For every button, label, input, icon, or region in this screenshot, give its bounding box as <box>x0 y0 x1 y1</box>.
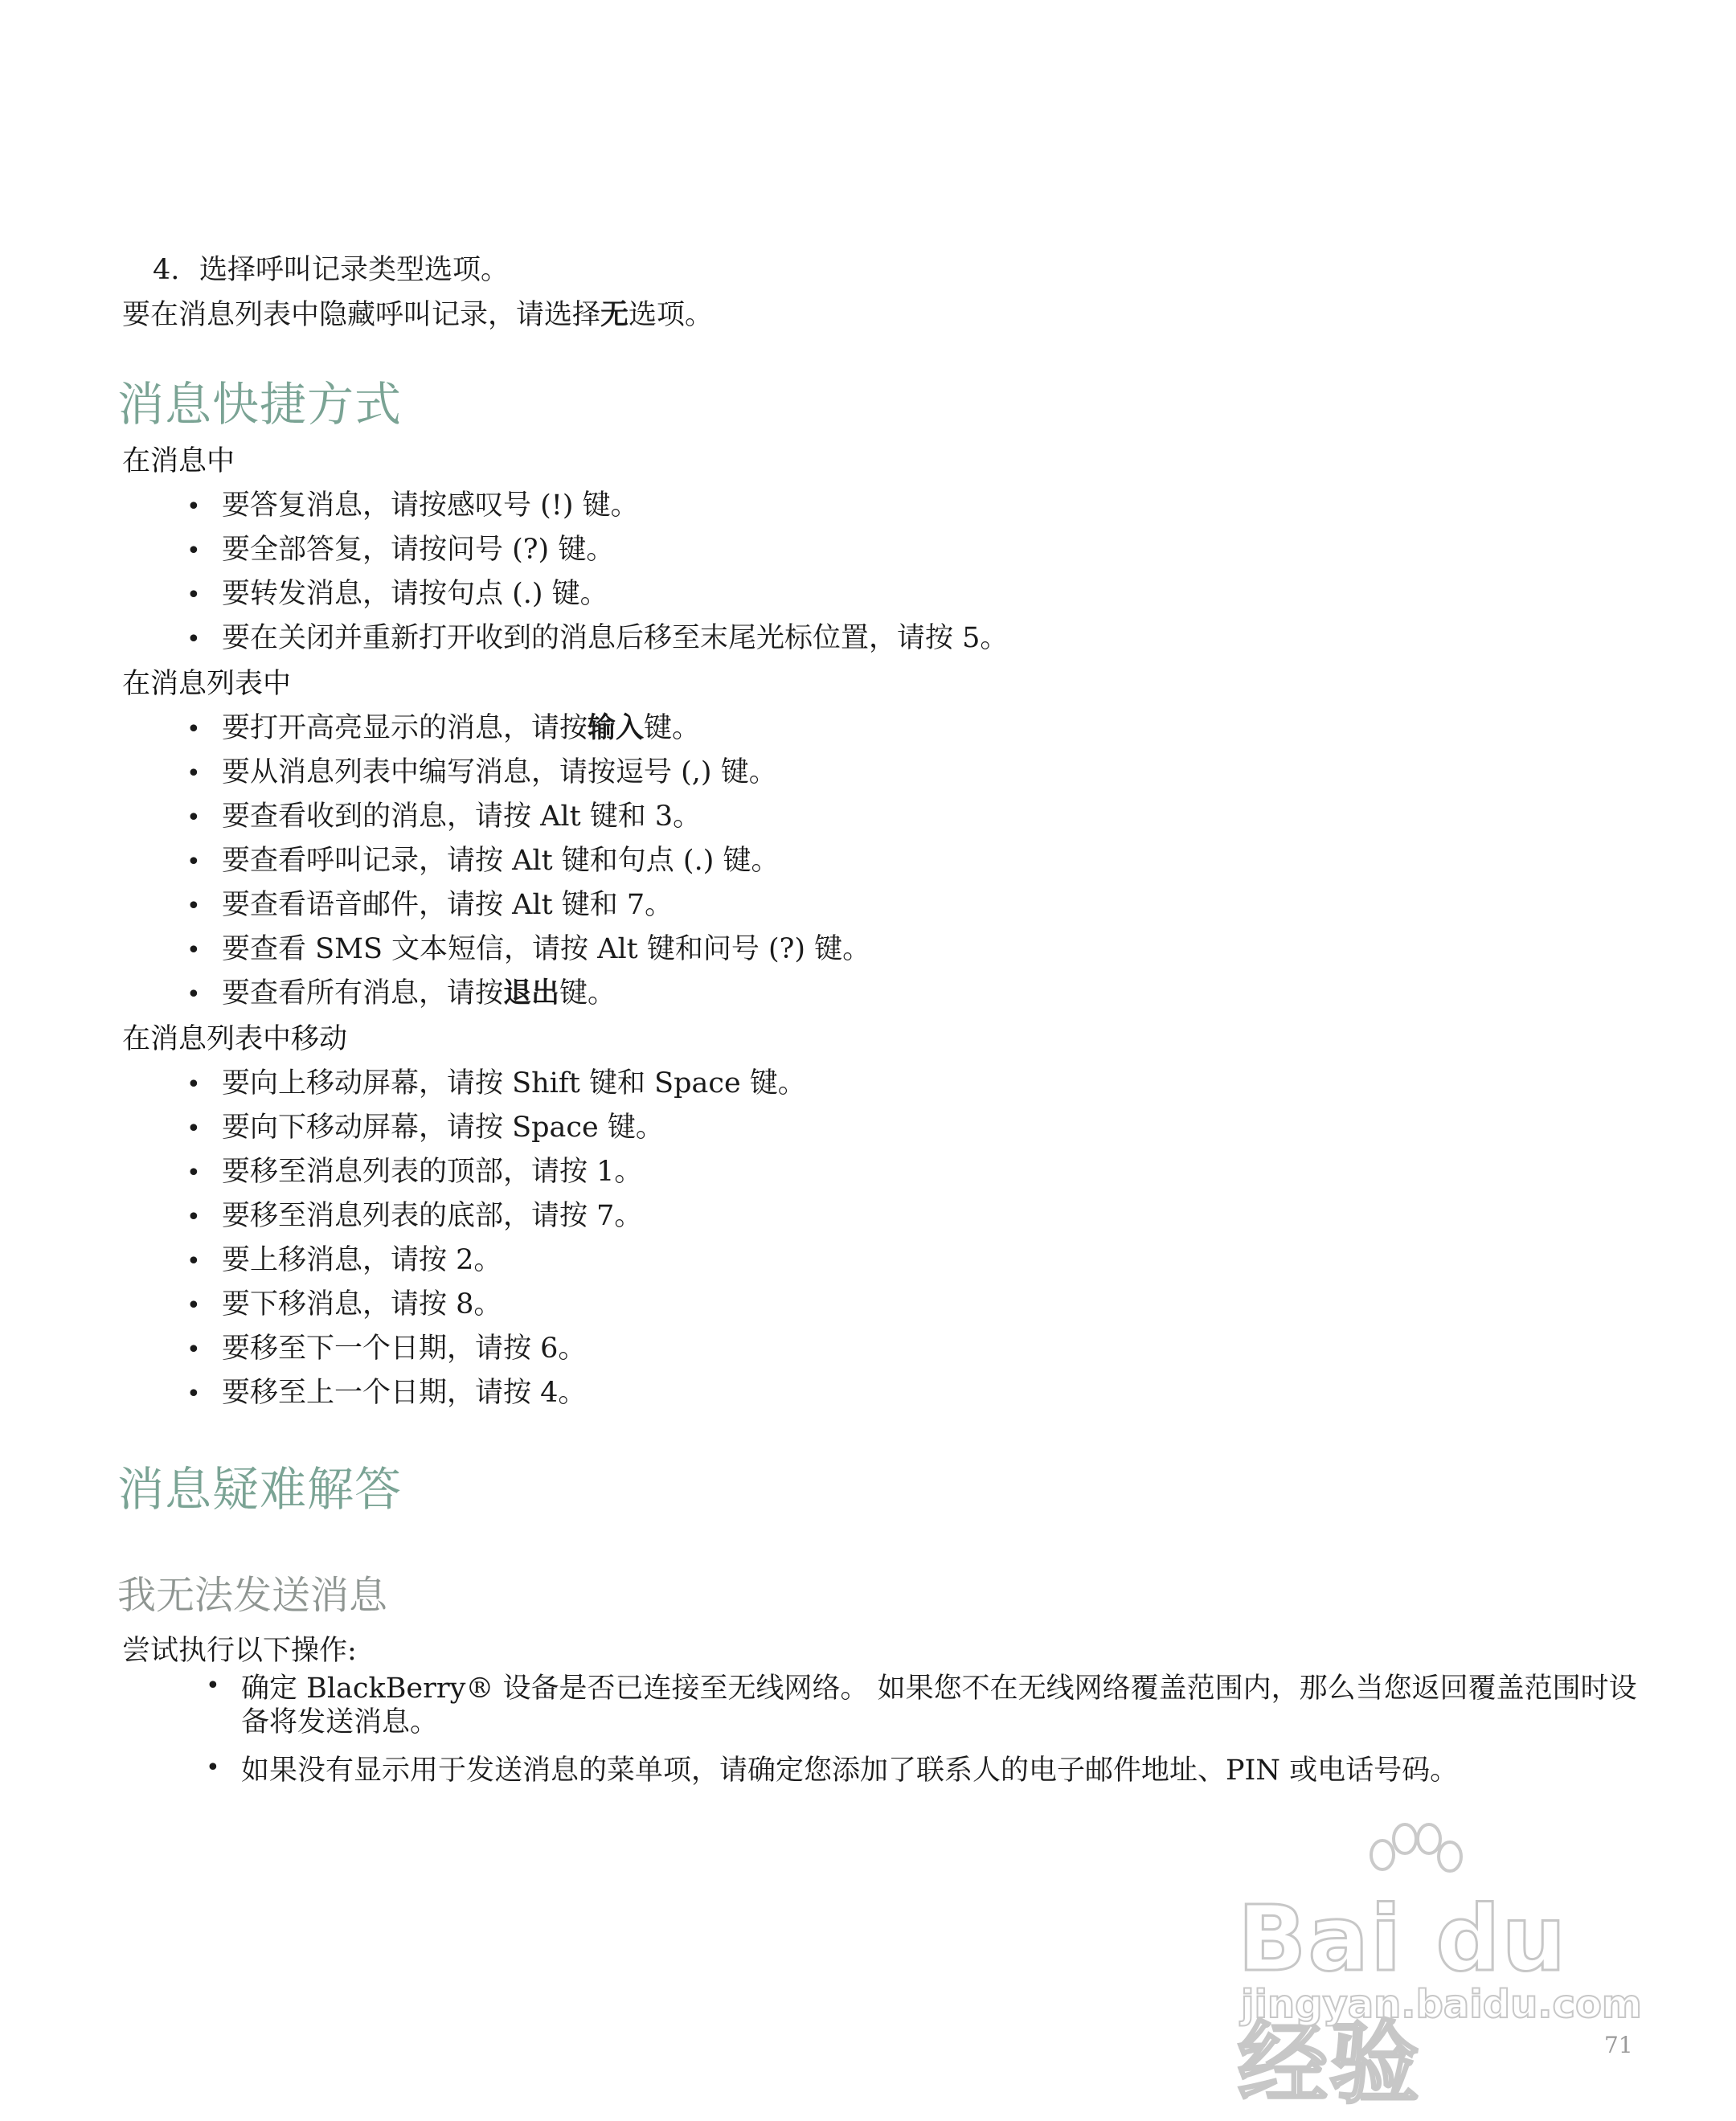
bullet-icon: • <box>186 848 201 876</box>
list-item <box>206 1754 1652 1787</box>
hide-call-log-note <box>122 293 713 333</box>
step-text: 选择呼叫记录类型选项。 <box>199 254 510 286</box>
list-item <box>186 571 608 612</box>
subheading-move-in-list: 在消息列表中移动 <box>122 1023 348 1055</box>
bullet-icon: • <box>186 1203 201 1231</box>
item-text-end: 键。 <box>559 977 616 1009</box>
subheading-in-message: 在消息中 <box>122 445 235 477</box>
item-text: 要向上移动屏幕，请按 Shift 键和 Space 键。 <box>222 1067 806 1099</box>
section-heading-troubleshooting: 消息疑难解答 <box>117 1462 403 1517</box>
item-text: 要从消息列表中编写消息，请按逗号 (,) 键。 <box>222 756 777 788</box>
key-name-escape: 退出 <box>503 977 560 1009</box>
item-text: 要转发消息，请按句点 (.) 键。 <box>222 578 608 610</box>
item-text: 要向下移动屏幕，请按 Space 键。 <box>222 1112 664 1144</box>
item-text: 如果没有显示用于发送消息的菜单项，请确定您添加了联系人的电子邮件地址、PIN 或电话号码。 <box>241 1755 1459 1787</box>
section-heading-shortcuts: 消息快捷方式 <box>117 377 403 432</box>
item-text: 要查看所有消息，请按 <box>222 977 504 1009</box>
list-item <box>186 1105 664 1145</box>
bullet-icon: • <box>186 1115 201 1143</box>
bullet-icon: • <box>186 537 201 565</box>
list-item <box>186 838 779 878</box>
list-item <box>186 927 870 967</box>
item-text: 要移至下一个日期，请按 6。 <box>222 1333 587 1365</box>
item-text: 要移至消息列表的底部，请按 7。 <box>222 1200 643 1232</box>
bullet-icon: • <box>206 1672 220 1700</box>
bullet-icon: • <box>186 1336 201 1364</box>
item-text: 要移至上一个日期，请按 4。 <box>222 1377 587 1409</box>
item-text: 要下移消息，请按 8。 <box>222 1288 502 1321</box>
list-item <box>186 527 614 567</box>
item-text: 要上移消息，请按 2。 <box>222 1244 502 1276</box>
bullet-icon: • <box>186 936 201 964</box>
bullet-icon: • <box>186 1247 201 1275</box>
list-item <box>186 882 673 923</box>
list-item <box>186 1149 642 1189</box>
bullet-icon: • <box>186 760 201 788</box>
subheading-in-list: 在消息列表中 <box>122 668 292 700</box>
watermark-url: jingyan.baidu.com <box>1241 1982 1642 2027</box>
list-item <box>186 794 701 834</box>
note-text: 要在消息列表中隐藏呼叫记录，请选择 <box>122 299 601 331</box>
list-item <box>186 706 700 746</box>
item-text: 要全部答复，请按问号 (?) 键。 <box>222 534 615 566</box>
bullet-icon: • <box>186 981 201 1009</box>
key-name-enter: 输入 <box>588 711 645 744</box>
step-4 <box>153 248 509 288</box>
item-text: 要打开高亮显示的消息，请按 <box>222 712 588 744</box>
troubleshoot-intro: 尝试执行以下操作: <box>122 1635 357 1667</box>
list-item <box>186 1282 502 1322</box>
list-item <box>186 616 1008 656</box>
item-text: 要移至消息列表的顶部，请按 1。 <box>222 1156 643 1188</box>
item-text: 要查看收到的消息，请按 Alt 键和 3。 <box>222 800 702 833</box>
item-text: 要查看呼叫记录，请按 Alt 键和句点 (.) 键。 <box>222 845 780 877</box>
item-text-end: 键。 <box>644 712 701 744</box>
list-item <box>186 1238 502 1278</box>
list-item <box>206 1672 1652 1739</box>
bullet-icon: • <box>186 1159 201 1187</box>
bullet-icon: • <box>186 892 201 920</box>
list-item <box>186 1370 586 1411</box>
bullet-icon: • <box>186 581 201 609</box>
bullet-icon: • <box>186 1380 201 1408</box>
bullet-icon: • <box>186 1292 201 1320</box>
bullet-icon: • <box>186 715 201 743</box>
item-text: 要查看语音邮件，请按 Alt 键和 7。 <box>222 889 674 921</box>
item-text: 确定 BlackBerry® 设备是否已连接至无线网络。 如果您不在无线网络覆盖范围内，那么当您返回覆盖范围时设备将发送消息。 <box>241 1673 1637 1738</box>
note-text-end: 选项。 <box>628 299 714 331</box>
list-item <box>186 1061 806 1101</box>
list-item <box>186 1326 586 1366</box>
list-item <box>186 483 639 523</box>
item-text: 要答复消息，请按感叹号 (!) 键。 <box>222 489 639 522</box>
item-text: 要在关闭并重新打开收到的消息后移至末尾光标位置，请按 5。 <box>222 622 1009 654</box>
bullet-icon: • <box>206 1754 220 1782</box>
step-number: 4. <box>153 254 180 286</box>
topic-heading-cannot-send: 我无法发送消息 <box>117 1573 388 1618</box>
bullet-icon: • <box>186 493 201 521</box>
list-item <box>186 750 777 790</box>
list-item <box>186 971 616 1011</box>
watermark-brand: Bai du 经验 <box>1238 1887 1568 2116</box>
bullet-icon: • <box>186 625 201 653</box>
item-text: 要查看 SMS 文本短信，请按 Alt 键和问号 (?) 键。 <box>222 933 871 965</box>
bullet-icon: • <box>186 804 201 832</box>
page-number: 71 <box>1604 2032 1633 2058</box>
note-option-none: 无 <box>600 298 629 331</box>
list-item <box>186 1194 642 1234</box>
bullet-icon: • <box>186 1071 201 1099</box>
